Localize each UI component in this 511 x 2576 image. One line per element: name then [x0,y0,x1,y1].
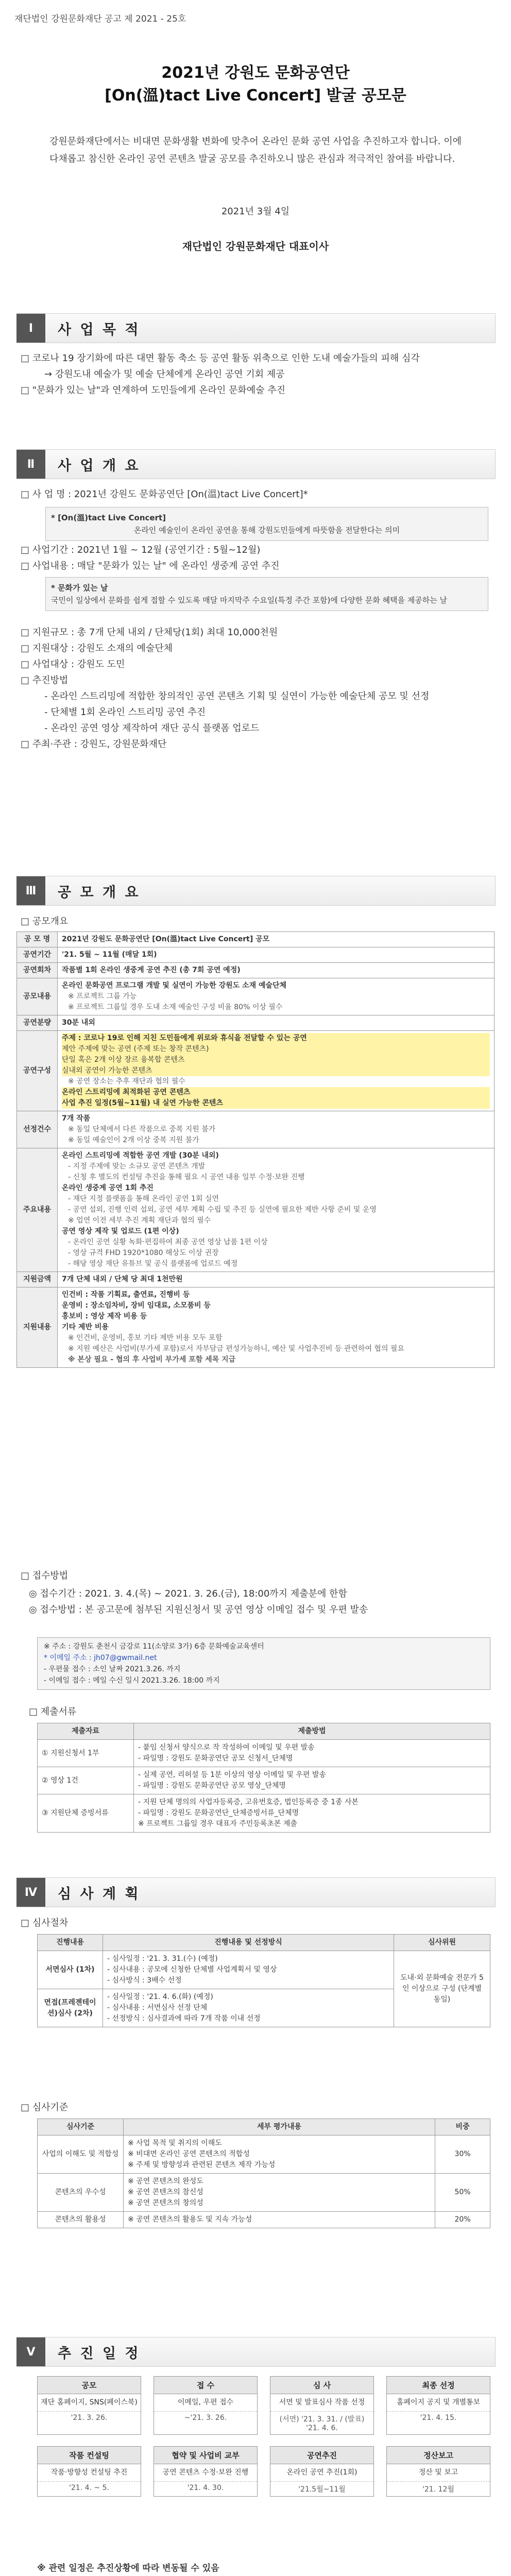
cell-line: ※ 사업 목적 및 취지의 이해도 [128,2139,222,2147]
project-item: □ 지원규모 : 총 7개 단체 내외 / 단체당(1회) 최대 10,000천원 [21,627,278,638]
doc-method [134,1794,490,1833]
table-row [17,932,495,947]
table-row [17,1272,495,1287]
step-head: 접 수 [154,2377,257,2394]
table-header-row [38,1723,490,1740]
step-head: 작품 컨설팅 [38,2447,141,2464]
cell-line: - 붙임 신청서 양식으로 작 작성하여 이메일 및 우편 발송 [138,1743,315,1752]
row-value: 30분 내외 [58,1015,495,1031]
host-line: □ 주최·주관 : 강원도, 강원문화재단 [21,739,167,750]
cell-line: - 심사내용 : 공모에 신청한 단체별 사업계획서 및 영상 [107,1965,277,1974]
cell-line: - 지정 주제에 맞는 소규모 공연 콘텐츠 개발 [68,1162,206,1171]
step-body: 온라인 공연 추진(1회) [286,2468,357,2477]
cell-line: ※ 프로젝트 그룹일 경우 도내 소재 예술인 구성 비율 80% 이상 필수 [68,1003,283,1011]
box-line: - 우편물 접수 : 소인 날짜 2021.3.26. 까지 [44,1665,181,1673]
stage-desc [103,1989,394,2027]
row-value [58,1287,495,1368]
section-number: Ⅳ [16,1878,45,1907]
info-box-title: * 문화가 있는 날 [51,583,108,592]
section-4-header [16,1877,496,1907]
table-row [17,1111,495,1148]
cell-line: - 심사일정 : '21. 4. 6.(화) (예정) [107,1993,213,2001]
column-header: 진행내용 [38,1935,103,1951]
project-name: □ 사 업 명 : 2021년 강원도 문화공연단 [On(溫)tact Live Concert]* [21,489,308,500]
column-header: 심사기준 [38,2119,124,2136]
info-box-title: * [On(溫)tact Live Concert] [51,513,166,522]
cell-line: - 심사일정 : '21. 3. 31.(수) (예정) [107,1955,218,1963]
schedule-row [37,2376,490,2435]
step-head: 공모 [38,2377,141,2394]
section-title: 심 사 계 획 [58,1886,141,1902]
project-item: □ 사업내용 : 매달 "문화가 있는 날" 에 온라인 생중계 공연 추진 [21,561,280,571]
cell-line: 단일 혹은 2개 이상 장르 융복합 콘텐츠 [62,1055,490,1065]
judges: 도내·외 문화예술 전문가 5인 이상으로 구성 (단계별 동일) [394,1951,490,2027]
table-row [38,1740,490,1767]
cell-line: ※ 동일 예술인이 2개 이상 중복 지원 불가 [68,1136,199,1144]
crit-name: 사업의 이해도 및 적합성 [38,2136,124,2174]
project-item: □ 사업대상 : 강원도 도민 [21,659,125,670]
table-row [17,963,495,978]
cell-line: - 온라인 공연 실황 녹화·편집하여 최종 공연 영상 납품 1편 이상 [68,1238,268,1246]
project-items-b [21,624,484,752]
row-value: '21. 5월 ~ 11월 (매달 1회) [58,947,495,963]
apply-item: ◎ 접수기간 : 2021. 3. 4.(목) ~ 2021. 3. 26.(금), 18:00까지 제출분에 한함 [29,1588,347,1599]
row-value: 2021년 강원도 문화공연단 [On(溫)tact Live Concert] 공모 [58,932,495,947]
section-title: 공 모 개 요 [58,884,141,901]
schedule-flow [37,2376,490,2508]
cell-line: 7개 작품 [62,1114,91,1123]
page-title-line1: 2021년 강원도 문화공연단 [161,64,350,82]
row-head: 지원내용 [17,1287,58,1368]
column-header: 제출자료 [38,1723,134,1740]
schedule-step [37,2376,141,2435]
row-head: 공연분량 [17,1015,58,1031]
cell-line: - 심사방식 : 3배수 선정 [107,1976,182,1985]
table-header-row [38,1935,490,1951]
crit-detail [124,2174,435,2212]
box-line: - 이메일 접수 : 메일 수신 일시 2021.3.26. 18:00 까지 [44,1676,220,1685]
doc-method [134,1767,490,1794]
table-row [38,2212,490,2228]
cell-line: 기타 제반 비용 [62,1323,109,1331]
cell-line: 홍보비 : 영상 제작 비용 등 [62,1312,147,1320]
cell-line: - 실제 공연, 리허설 등 1분 이상의 영상 이메일 및 우편 발송 [138,1771,326,1779]
step-head: 최종 선정 [387,2377,490,2394]
cell-line: 운영비 : 장소임차비, 장비 임대료, 소모품비 등 [62,1301,211,1310]
cell-line: 사업 추진 일정(5월~11월) 내 실연 가능한 콘텐츠 [62,1098,490,1109]
cell-line: - 선정방식 : 심사결과에 따라 7개 작품 이내 선정 [107,2014,261,2023]
step-body: 정산 및 보고 [418,2468,458,2477]
method-item: - 단체별 1회 온라인 스트리밍 공연 추진 [44,707,206,718]
doc-name: ① 지원신청서 1부 [38,1740,134,1767]
project-item: □ 추진방법 [21,675,69,686]
intro-paragraph: 강원문화재단에서는 비대면 문화생활 변화에 맞추어 온라인 문화 공연 사업을 추진하고자 합니다. 이에 다채롭고 참신한 온라인 공연 콘텐츠 발굴 공모를 추진하오니 많은 관심과 적극적인 참여를 바랍니다. [49,136,462,164]
crit-name: 콘텐츠의 활용성 [38,2212,124,2228]
method-item: - 온라인 공연 영상 제작하여 재단 공식 플랫폼 업로드 [44,723,260,734]
stage-name: 면접(프레젠테이션)심사 (2차) [38,1989,103,2027]
cell-line: - 지원 단체 명의의 사업자등록증, 고유번호증, 법인등록증 중 1종 사본 [138,1798,359,1806]
notice-number: 재단법인 강원문화재단 공고 제 2021 - 25호 [14,14,186,24]
section-number: Ⅱ [16,450,45,479]
cell-line: - 영상 규격 FHD 1920*1080 해상도 이상 권장 [68,1249,219,1257]
cell-line: - 파일명 : 강원도 문화공연단 공모 영상_단체명 [138,1782,286,1790]
cell-line: ※ 공연 콘텐츠의 완성도 [128,2177,203,2185]
section-2-header [16,449,496,479]
stage-desc [103,1951,394,1989]
crit-detail [124,2136,435,2174]
cell-line: ※ 비대면 온라인 공연 콘텐츠의 적합성 [128,2150,250,2158]
step-head: 심 사 [270,2377,373,2394]
cell-line: ※ 프로젝트 그룹일 경우 대표자 주민등록초본 제출 [138,1820,297,1828]
row-head: 선정건수 [17,1111,58,1148]
step-date: '21. 4. 15. [387,2411,490,2424]
info-box-body: 국민이 일상에서 문화를 쉽게 접할 수 있도록 매달 마지막주 수요일(특정 주간 포함)에 다양한 문화 혜택을 제공하는 날 [51,596,448,605]
notice-date: 2021년 3월 4일 [221,206,290,217]
section-title: 사 업 개 요 [58,457,141,474]
schedule-step [270,2376,374,2435]
table-row [38,1767,490,1794]
table-row [38,1951,490,1989]
method-item: - 온라인 스트리밍에 적합한 창의적인 공연 콘텐츠 기획 및 실연이 가능한 예술단체 공모 및 선정 [44,691,430,702]
docs-table [37,1723,490,1833]
section-title: 사 업 목 적 [58,321,141,338]
info-box-culture-day [45,577,488,611]
step-body: 서면 및 발표심사 작품 선정 [279,2398,365,2406]
project-items-a [21,542,484,574]
column-header: 진행내용 및 선정방식 [103,1935,394,1951]
step-body: 재단 홈페이지, SNS(페이스북) [41,2398,138,2406]
apply-item: ◎ 접수방법 : 본 공고문에 첨부된 지원신청서 및 공연 영상 이메일 접수 및 우편 발송 [29,1604,368,1615]
cell-line: - 파일명 : 강원도 문화공연단 공모 신청서_단체명 [138,1754,293,1762]
box-line: ※ 주소 : 강원도 춘천시 금강로 11(소양로 3가) 6층 문화예술교육센터 [44,1642,264,1651]
crit-weight: 30% [435,2136,490,2174]
step-date: ~'21. 3. 26. [154,2411,257,2424]
cell-line: ※ 주제 및 방향성과 관련된 콘텐츠 제작 가능성 [128,2161,276,2169]
cell-line: 주제 : 코로나 19로 인해 지친 도민들에게 위로와 휴식을 전달할 수 있는 공연 [62,1033,490,1044]
table-header-row [38,2119,490,2136]
column-header: 비중 [435,2119,490,2136]
cell-line: ※ 프로젝트 그룹 가능 [68,992,137,1001]
cell-line: - 해당 영상 재단 유튜브 및 공식 플랫폼에 업로드 예정 [68,1260,238,1268]
section-5-header [16,2337,496,2367]
row-head: 공연기간 [17,947,58,963]
cell-line: - 심사내용 : 서면심사 선정 단체 [107,2004,208,2012]
row-head: 공연회차 [17,963,58,978]
crit-table [37,2119,490,2228]
step-date: '21. 3. 26. [38,2411,141,2424]
section-1-body [21,350,484,398]
row-value [58,1031,495,1111]
cell-line: - 신청 후 별도의 컨설팅 추진을 통해 필요 시 공연 내용 일부 수정·보완 진행 [68,1173,305,1181]
section-1-header [16,313,496,343]
row-value: 작품별 1회 온라인 생중계 공연 추진 (총 7회 공연 예정) [58,963,495,978]
row-head: 공모내용 [17,978,58,1015]
table-row [17,1031,495,1111]
project-item: □ 지원대상 : 강원도 소재의 예술단체 [21,643,173,654]
crit-head: □ 심사기준 [21,2102,69,2113]
table-row [38,1794,490,1833]
step-date: '21. 12월 [387,2481,490,2496]
section-3-header [16,876,496,906]
schedule-step [37,2446,141,2497]
schedule-step [386,2446,490,2497]
step-date: '21. 4. 30. [154,2481,257,2494]
cell-line: - 공연 섭외, 진행 인력 섭외, 공연 세부 계획 수립 및 추진 등 실연에 필요한 제반 사항 준비 및 운영 [68,1206,377,1214]
box-line[interactable]: * 이메일 주소 : jh07@gwmail.net [44,1654,157,1662]
cell-line: 온라인 생중계 공연 1회 추진 [62,1184,154,1192]
crit-weight: 50% [435,2174,490,2212]
cell-line: 온라인 스트리밍에 최적화된 공연 콘텐츠 [62,1087,490,1098]
cell-line: ※ 공연 콘텐츠의 창의성 [128,2199,203,2207]
cell-line: 온라인 문화공연 프로그램 개발 및 실연이 가능한 강원도 소재 예술단체 [62,981,287,990]
section-number: Ⅰ [16,314,45,343]
step-head: 협약 및 사업비 교부 [154,2447,257,2464]
table-row [17,947,495,963]
step-body: 공연 콘텐츠 수정·보완 진행 [162,2468,249,2477]
schedule-note: ※ 관련 일정은 추진상황에 따라 변동될 수 있음 [37,2563,219,2573]
section-number: Ⅲ [16,876,45,905]
cell-line: 제안 주제에 맞는 공연 (주제 또는 창작 콘텐츠) [62,1044,490,1055]
column-header: 세부 평가내용 [124,2119,435,2136]
cell-line: 온라인 스트리밍에 적합한 공연 개발 (30분 내외) [62,1151,219,1160]
docs-head: □ 제출서류 [29,1706,77,1717]
cell-line: ※ 공연 장소는 추후 재단과 협의 필수 [68,1077,185,1086]
info-box-body: 온라인 예술인이 온라인 공연을 통해 강원도민들에게 따뜻함을 전달한다는 의미 [133,526,400,535]
table-row [17,978,495,1015]
purpose-item: → 강원도내 예술가 및 예술 단체에게 온라인 공연 기회 제공 [44,369,285,380]
table-row [17,1287,495,1368]
step-date: (서면) '21. 3. 31. / (발표) '21. 4. 6. [270,2411,373,2434]
schedule-step [270,2446,374,2497]
cell-line: - 재단 지정 플랫폼을 통해 온라인 공연 1회 실연 [68,1195,219,1203]
project-item: □ 사업기간 : 2021년 1월 ~ 12월 (공연기간 : 5월~12월) [21,545,261,555]
step-head: 공연추진 [270,2447,373,2464]
row-value [58,1148,495,1272]
purpose-item: □ "문화가 있는 날"과 연계하여 도민들에게 온라인 문화예술 추진 [21,385,286,396]
schedule-step [154,2446,258,2497]
step-body: 이메일, 우편 접수 [177,2398,234,2406]
row-head: 주요내용 [17,1148,58,1272]
issuer: 재단법인 강원문화재단 대표이사 [182,240,329,252]
table-row [17,1015,495,1031]
cell-line: ※ 지원 예산은 사업비(부가세 포함)로서 자부담금 편성가능하니, 예산 및 사업추진비 등 관련하여 협의 필요 [68,1345,404,1353]
overview-head: □ 공모개요 [21,916,69,927]
step-body: 작품·방향성 컨설팅 추진 [50,2468,128,2477]
row-value [58,1111,495,1148]
row-head: 공 모 명 [17,932,58,947]
doc-name: ② 영상 1건 [38,1767,134,1794]
cell-line: ※ 공연 콘텐츠의 활용도 및 지속 가능성 [128,2215,252,2224]
page-title-line2: [On(溫)tact Live Concert] 발굴 공모문 [105,87,406,105]
table-row [38,2136,490,2174]
overview-table [16,931,495,1368]
step-date: '21. 4. ~ 5. [38,2481,141,2494]
proc-table [37,1934,490,2027]
cell-line: 인건비 : 작품 기획료, 출연료, 진행비 등 [62,1291,190,1299]
table-row [38,2174,490,2212]
cell-line: - 파일명 : 강원도 문화공연단_단체증빙서류_단체명 [138,1809,299,1817]
row-value [58,978,495,1015]
section-title: 추 진 일 정 [58,2345,141,2362]
section-number: Ⅴ [16,2337,45,2366]
step-body: 홈페이지 공지 및 개별통보 [396,2398,481,2406]
schedule-step [154,2376,258,2435]
column-header: 심사위원 [394,1935,490,1951]
apply-items [29,1586,492,1618]
info-box-ontact [45,507,488,541]
schedule-row [37,2446,490,2497]
schedule-step [386,2376,490,2435]
cell-line: 실내외 공연이 가능한 콘텐츠 [62,1065,490,1076]
table-row [17,1148,495,1272]
cell-line: ※ 본상 필요 - 협의 후 사업비 부가세 포함 세목 지급 [68,1355,236,1364]
cell-line: ※ 업연 이전 세부 추진 계획 재단과 협의 필수 [68,1216,211,1225]
apply-head: □ 접수방법 [21,1570,69,1581]
step-date: '21.5월~11월 [270,2481,373,2496]
step-head: 정산보고 [387,2447,490,2464]
row-head: 공연구성 [17,1031,58,1111]
crit-name: 콘텐츠의 우수성 [38,2174,124,2212]
cell-line: ※ 인건비, 운영비, 홍보 기타 제반 비용 모두 포함 [68,1334,223,1342]
proc-head: □ 심사절차 [21,1918,69,1928]
row-value: 7개 단체 내외 / 단체 당 최대 1천만원 [58,1272,495,1287]
cell-line: ※ 동일 단체에서 다른 작품으로 중복 지원 불가 [68,1125,216,1133]
doc-method [134,1740,490,1767]
cell-line: ※ 공연 콘텐츠의 참신성 [128,2188,203,2196]
crit-weight: 20% [435,2212,490,2228]
row-head: 지원금액 [17,1272,58,1287]
cell-line: 공연 영상 제작 및 업로드 (1편 이상) [62,1227,179,1235]
stage-name: 서면심사 (1차) [38,1951,103,1989]
doc-name: ③ 지원단체 증빙서류 [38,1794,134,1833]
purpose-item: □ 코로나 19 장기화에 따른 대면 활동 축소 등 공연 활동 위축으로 인한 도내 예술가들의 피해 심각 [21,353,420,364]
apply-address-box [37,1637,490,1690]
column-header: 제출방법 [134,1723,490,1740]
crit-detail [124,2212,435,2228]
